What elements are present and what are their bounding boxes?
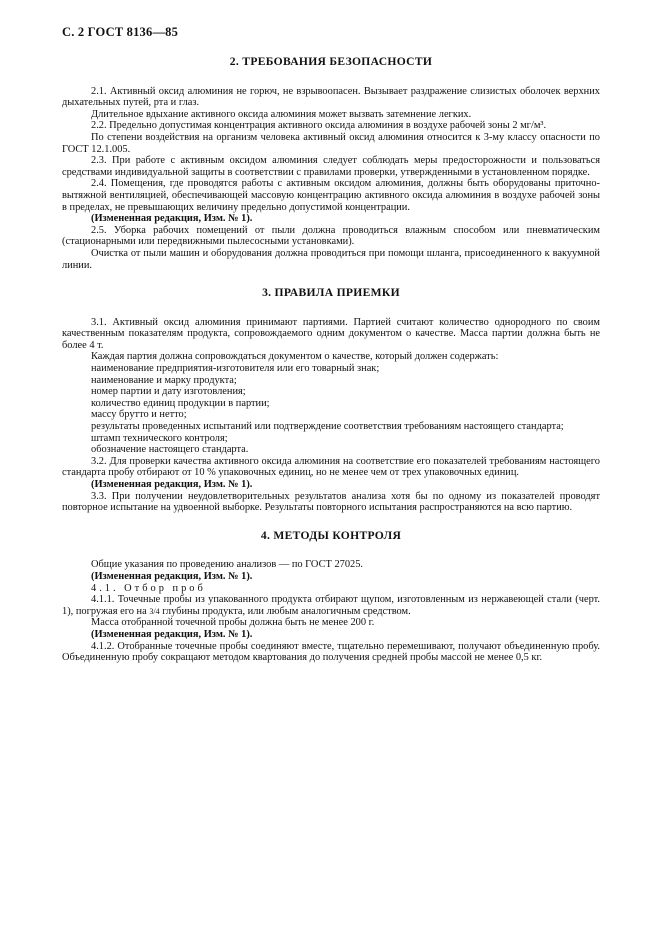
paragraph: По степени воздействия на организм человека активный оксид алюминия относится к 3-му классу опасности по ГОСТ 12.1.005. <box>62 131 600 155</box>
edit-note: (Измененная редакция, Изм. № 1). <box>91 570 253 582</box>
paragraph: Очистка от пыли машин и оборудования должна проводиться при помощи шланга, присоединенного к вакуумной линии. <box>62 247 600 271</box>
paragraph: Длительное вдыхание активного оксида алюминия может вызвать затемнение легких. <box>91 108 472 120</box>
paragraph: 2.4. Помещения, где проводятся работы с активным оксидом алюминия, должны быть оборудованы приточно-вытяжной вентиляцией, обеспечивающей массовую концентрацию активного оксида алюминия в воздухе рабочей зоны в пределах, не превышающих величину предельно допустимой концентрации. <box>62 178 600 213</box>
list-item: наименование предприятия-изготовителя или его товарный знак; <box>91 363 380 375</box>
list-item: номер партии и дату изготовления; <box>91 386 246 398</box>
document-body <box>62 0 600 664</box>
paragraph: 3.3. При получении неудовлетворительных результатов анализа хотя бы по одному из показателей проводят повторное испытание на удвоенной выборке. Результаты повторного испытания распространяются на всю партию. <box>62 490 600 514</box>
paragraph: 2.1. Активный оксид алюминия не горюч, не взрывоопасен. Вызывает раздражение слизистых оболочек верхних дыхательных путей, рта и глаз. <box>62 85 600 109</box>
section-title: 2. ТРЕБОВАНИЯ БЕЗОПАСНОСТИ <box>229 55 433 68</box>
list-item: результаты проведенных испытаний или подтверждение соответствия требованиям настоящего стандарта; <box>91 421 564 433</box>
paragraph: 3.1. Активный оксид алюминия принимают партиями. Партией считают количество однородного по своим качественным показателям продукта, сопровождаемого одним документом о качестве. Масса партии должна быть не более 4 т. <box>62 316 600 351</box>
paragraph-text: 4.1.1. Точечные пробы из упакованного продукта отбирают щупом, изготовленным из нержавеющей стали (черт. 1), погружая его на <box>62 594 600 617</box>
paragraph: Каждая партия должна сопровождаться документом о качестве, который должен содержать: <box>91 351 499 363</box>
list-item: наименование и марку продукта; <box>91 374 237 386</box>
subsection-title: 4.1. Отбор проб <box>91 582 206 594</box>
fraction: 3/4 <box>149 606 160 616</box>
list-item: штамп технического контроля; <box>91 432 228 444</box>
page-header: С. 2 ГОСТ 8136—85 <box>62 25 179 39</box>
paragraph: 4.1.2. Отобранные точечные пробы соединяют вместе, тщательно перемешивают, получают объединенную пробу. Объединенную пробу сокращают методом квартования до получения средней пробы массой не менее 0,5 кг. <box>62 640 600 664</box>
list-item: массу брутто и нетто; <box>91 409 187 421</box>
paragraph: 2.2. Предельно допустимая концентрация активного оксида алюминия в воздухе рабочей зоны 2 мг/м³. <box>91 120 547 132</box>
paragraph: 2.3. При работе с активным оксидом алюминия следует соблюдать меры предосторожности и пользоваться средствами индивидуальной защиты в соответствии с правилами проверки, утвержденными в установленном порядке. <box>62 155 600 178</box>
paragraph: Масса отобранной точечной пробы должна быть не менее 200 г. <box>91 617 375 629</box>
paragraph: 3.2. Для проверки качества активного оксида алюминия на соответствие его показателей требованиям настоящего стандарта пробу отбирают от 10 % упаковочных единиц, но не менее чем от трех упаковочных единиц. <box>62 455 600 479</box>
paragraph-text: глубины продукта, или любым аналогичным средством. <box>162 605 411 617</box>
list-item: количество единиц продукции в партии; <box>91 397 270 409</box>
paragraph: 2.5. Уборка рабочих помещений от пыли должна проводиться влажным способом или пневматическим (стационарными или передвижными пылесосными установками). <box>62 224 600 248</box>
edit-note: (Измененная редакция, Изм. № 1). <box>91 479 253 490</box>
paragraph <box>62 594 600 617</box>
edit-note: (Измененная редакция, Изм. № 1). <box>91 628 253 640</box>
section-title: 4. МЕТОДЫ КОНТРОЛЯ <box>260 528 402 542</box>
edit-note: (Измененная редакция, Изм. № 1). <box>91 213 253 225</box>
paragraph: Общие указания по проведению анализов — по ГОСТ 27025. <box>91 559 364 571</box>
list-item: обозначение настоящего стандарта. <box>91 444 249 456</box>
section-title: 3. ПРАВИЛА ПРИЕМКИ <box>262 286 400 300</box>
